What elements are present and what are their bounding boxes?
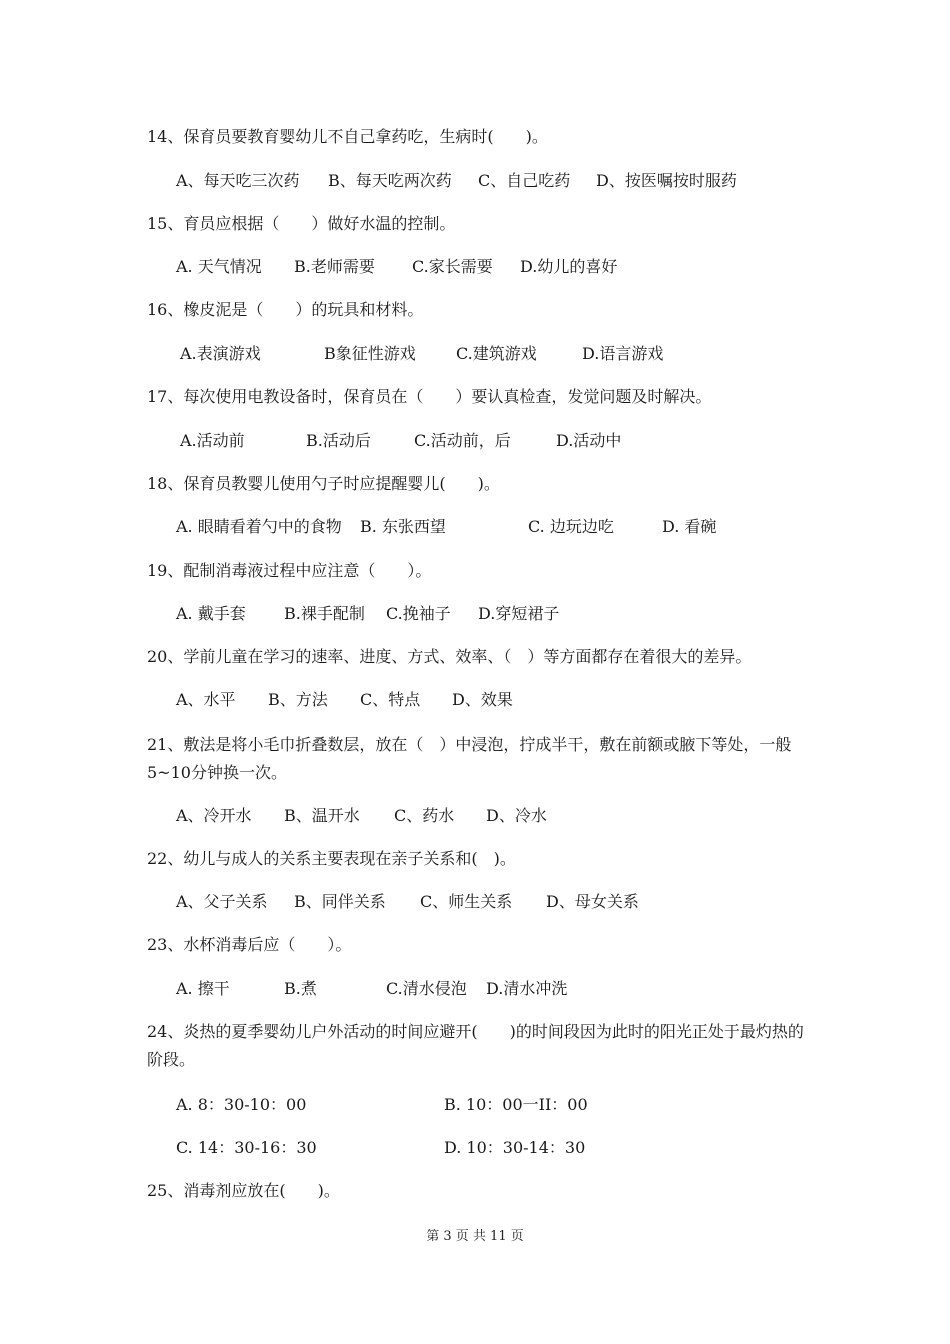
option-c: C、师生关系 [420,892,513,911]
option-d: D. 10：30-14：30 [444,1138,586,1157]
option-a: A. 8：30-10：00 [176,1095,307,1114]
option-c: C.挽袖子 [386,604,451,623]
question-16: 16、橡皮泥是（ ）的玩具和材料。 [147,300,424,319]
question-17: 17、每次使用电教设备时，保育员在（ ）要认真检查，发觉问题及时解决。 [147,387,712,406]
option-b: B. 10：00一II：00 [444,1095,588,1114]
option-c: C、自己吃药 [478,171,571,190]
option-a: A、冷开水 [176,806,252,825]
option-a: A. 天气情况 [176,257,262,276]
option-a: A. 擦干 [176,979,230,998]
option-a: A、父子关系 [176,892,268,911]
option-c: C、药水 [394,806,455,825]
question-23: 23、水杯消毒后应（ ）。 [147,935,352,954]
option-b: B、温开水 [284,806,360,825]
option-c: C.清水侵泡 [386,979,467,998]
question-25: 25、消毒剂应放在( )。 [147,1181,340,1200]
option-d: D、冷水 [486,806,547,825]
option-c: C、特点 [360,690,421,709]
option-b: B.活动后 [306,431,371,450]
question-24: 24、炎热的夏季婴幼儿户外活动的时间应避开( )的时间段因为此时的阳光正处于最灼热的阶段。 [147,1022,804,1069]
option-b: B、方法 [268,690,328,709]
option-d: D. 看碗 [662,517,717,536]
option-c: C.家长需要 [412,257,493,276]
option-d: D、按医嘱按时服药 [596,171,737,190]
question-20: 20、学前儿童在学习的速率、进度、方式、效率、（ ）等方面都存在着很大的差异。 [147,647,752,666]
option-d: D.语言游戏 [582,344,664,363]
page-footer: 第 3 页 共 11 页 [426,1229,524,1244]
option-b: B.裸手配制 [284,604,365,623]
question-18: 18、保育员教婴儿使用勺子时应提醒婴儿( )。 [147,474,500,493]
question-15: 15、育员应根据（ ）做好水温的控制。 [147,214,456,233]
option-c: C. 边玩边吃 [528,517,614,536]
option-a: A、每天吃三次药 [176,171,300,190]
option-c: C.建筑游戏 [456,344,537,363]
option-b: B、每天吃两次药 [328,171,452,190]
question-21: 21、敷法是将小毛巾折叠数层，放在（ ）中浸泡，拧成半干，敷在前额或腋下等处，一般5~10分钟换一次。 [147,735,792,782]
option-a: A. 眼睛看着勺中的食物 [176,517,342,536]
question-19: 19、配制消毒液过程中应注意（ ）。 [147,561,432,580]
option-b: B象征性游戏 [324,344,416,363]
question-22: 22、幼儿与成人的关系主要表现在亲子关系和( )。 [147,849,516,868]
question-14: 14、保育员要教育婴幼儿不自己拿药吃，生病时( )。 [147,127,548,146]
option-b: B.煮 [284,979,317,998]
option-d: D.活动中 [556,431,622,450]
option-a: A.活动前 [180,431,245,450]
option-a: A.表演游戏 [180,344,261,363]
option-b: B. 东张西望 [360,517,446,536]
option-c: C.活动前，后 [414,431,511,450]
option-a: A、水平 [176,690,236,709]
option-c: C. 14：30-16：30 [176,1138,317,1157]
option-d: D.穿短裙子 [478,604,560,623]
option-d: D、效果 [452,690,513,709]
option-d: D.幼儿的喜好 [520,257,618,276]
option-a: A. 戴手套 [176,604,246,623]
option-d: D.清水冲洗 [486,979,568,998]
option-b: B、同伴关系 [294,892,386,911]
option-b: B.老师需要 [294,257,375,276]
option-d: D、母女关系 [546,892,639,911]
